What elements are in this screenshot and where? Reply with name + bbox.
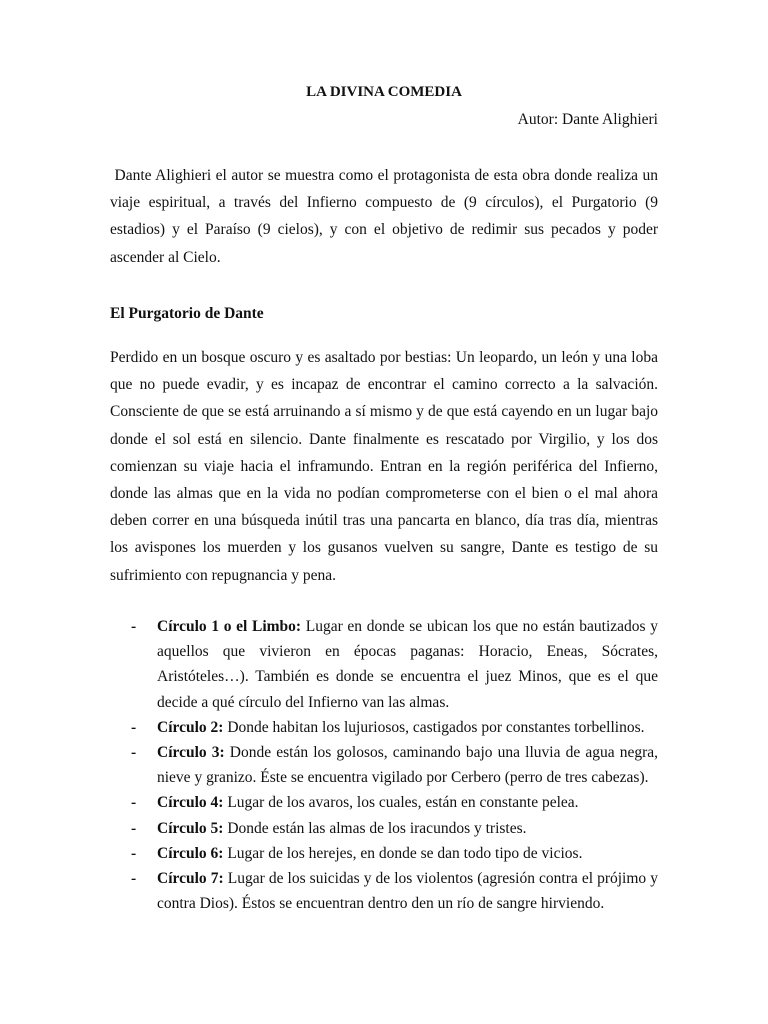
circle-name: Círculo 2: [157, 718, 224, 736]
bullet-marker: - [131, 618, 137, 635]
list-item-circle-3 [110, 740, 658, 790]
author-line: Autor: Dante Alighieri [517, 111, 658, 128]
circle-description: Lugar de los herejes, en donde se dan todo tipo de vicios. [223, 844, 583, 862]
bullet-marker: - [131, 819, 137, 837]
bullet-marker: - [131, 744, 137, 762]
circle-name: Círculo 4: [157, 794, 224, 812]
circle-description: Donde están las almas de los iracundos y tristes. [223, 819, 527, 837]
circle-name: Círculo 7: [157, 870, 224, 888]
bullet-marker: - [131, 718, 137, 736]
bullet-marker: - [131, 794, 137, 812]
list-item-circle-4 [110, 790, 658, 815]
circle-description: Lugar de los avaros, los cuales, están en constante pelea. [223, 794, 579, 812]
circle-name: Círculo 6: [157, 844, 224, 862]
list-item-circle-1 [110, 614, 658, 715]
intro-paragraph: Dante Alighieri el autor se muestra como el protagonista de esta obra donde realiza un viaje espiritual, a través del Infierno compuesto de (9 círculos), el Purgatorio (9 estadios) y el Paraíso (9 cielos), y con el objetivo de redimir sus pecados y poder ascender al Cielo. [110, 167, 662, 266]
document-title: LA DIVINA COMEDIA [306, 84, 462, 100]
list-item-circle-6 [110, 841, 658, 866]
circle-description: Donde habitan los lujuriosos, castigados por constantes torbellinos. [223, 718, 645, 736]
circle-name: Círculo 5: [157, 819, 224, 837]
section-heading: El Purgatorio de Dante [110, 305, 264, 322]
bullet-marker: - [131, 844, 137, 862]
circle-name: Círculo 1 o el Limbo: [157, 618, 302, 635]
body-paragraph: Perdido en un bosque oscuro y es asaltado por bestias: Un leopardo, un león y una loba que no puede evadir, y es incapaz de encontrar el camino correcto a la salvación. Consciente de que se está arruinando a sí mismo y de que está cayendo en un lugar bajo donde el sol está en silencio. Dante finalmente es rescatado por Virgilio, y los dos comienzan su viaje hacia el inframundo. Entran en la región periférica del Infierno, donde las almas que en la vida no podían comprometerse con el bien o el mal ahora deben correr en una búsqueda inútil tras una pancarta en blanco, día tras día, mientras los avispones los muerden y los gusanos vuelven su sangre, Dante es testigo de su sufrimiento con repugnancia y pena. [110, 349, 658, 584]
circle-description: Lugar de los suicidas y de los violentos (agresión contra el prójimo y contra Dios). Éstos se encuentran dentro den un río de sangre hirviendo. [157, 870, 658, 913]
circle-description: Lugar en donde se ubican los que no están bautizados y aquellos que vivieron en épocas paganas: Horacio, Eneas, Sócrates, Aristóteles…). También es donde se encuentra el juez Minos, que es el que decide a qué círculo del Infierno van las almas. [157, 618, 658, 711]
circles-list [110, 614, 658, 916]
list-item-circle-2 [110, 715, 658, 740]
circle-name: Círculo 3: [157, 744, 225, 762]
bullet-marker: - [131, 870, 137, 888]
list-item-circle-5 [110, 816, 658, 841]
circle-description: Donde están los golosos, caminando bajo una lluvia de agua negra, nieve y granizo. Éste se encuentra vigilado por Cerbero (perro de tres cabezas). [157, 744, 658, 787]
list-item-circle-7 [110, 866, 658, 916]
